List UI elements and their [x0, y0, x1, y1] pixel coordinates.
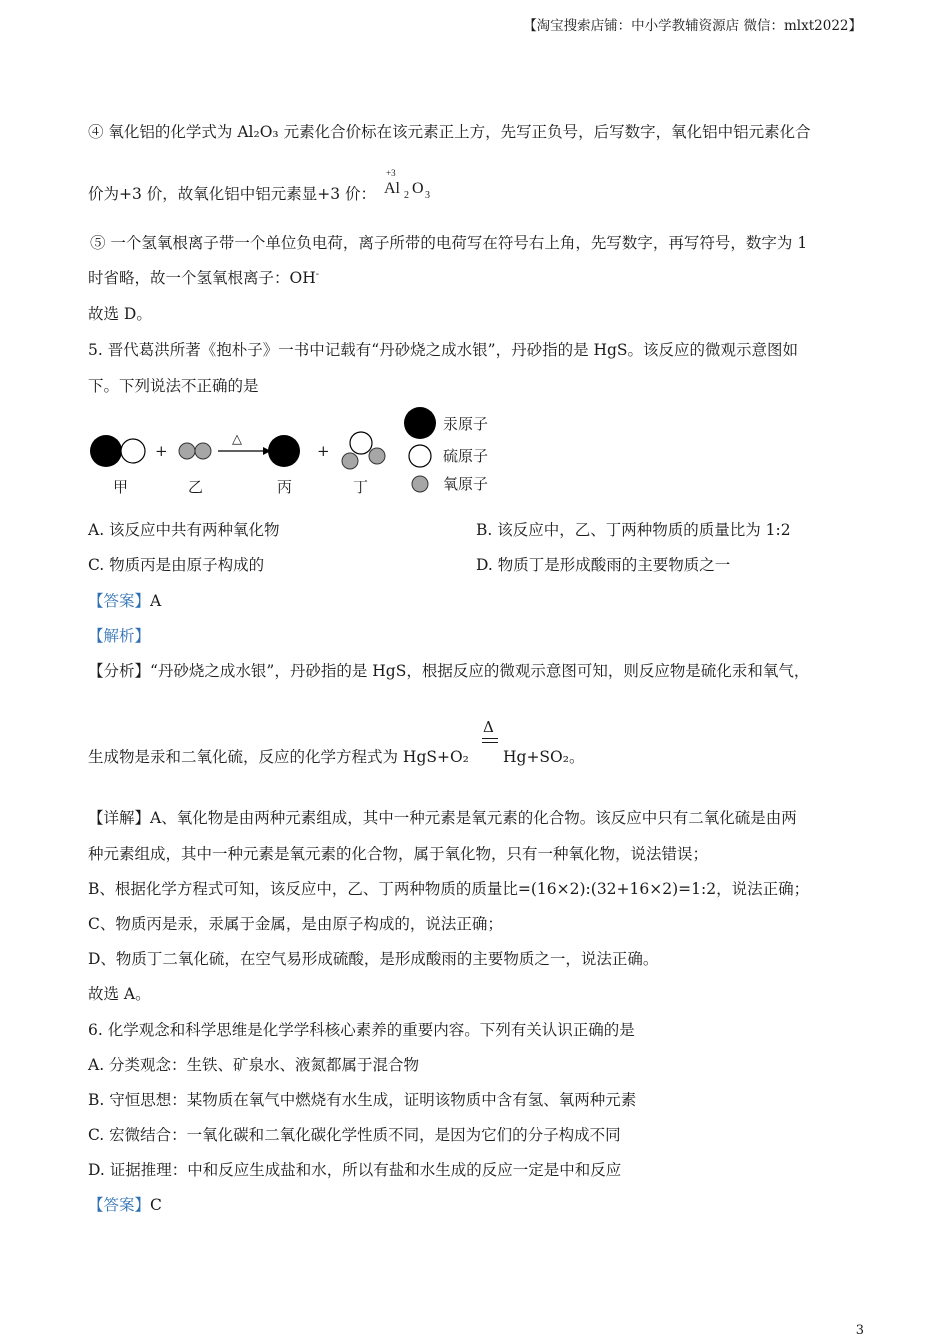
paragraph-5-conclusion: 故选 D。	[88, 305, 152, 323]
q5-fenxi-line-2: 生成物是汞和二氧化硫，反应的化学方程式为 HgS+O₂	[88, 748, 469, 766]
q5-detail-line: D、物质丁二氧化硫，在空气易形成硫酸，是形成酸雨的主要物质之一，说法正确。	[88, 950, 659, 968]
legend-oxygen-icon	[412, 476, 428, 492]
paragraph-4-line-1: ④ 氧化铝的化学式为 Al₂O₃ 元素化合价标在该元素正上方，先写正负号，后写数字，氧化铝中铝元素化合	[88, 123, 811, 141]
heating-condition: △	[232, 432, 242, 447]
q5-option-c: C. 物质丙是由原子构成的	[88, 556, 265, 574]
al-symbol: Al	[384, 180, 400, 197]
answer-tag: 【答案】	[88, 1196, 151, 1214]
q5-fenxi-line-1: 【分析】“丹砂烧之成水银”，丹砂指的是 HgS，根据反应的微观示意图可知，则反应物是硫化汞和氧气，	[88, 662, 810, 680]
label-yi: 乙	[188, 478, 204, 496]
equation-bar-bottom	[482, 742, 498, 743]
legend-oxygen-label: 氧原子	[443, 475, 489, 493]
plus-sign-1: +	[155, 442, 168, 460]
paragraph-5-line-2: 时省略，故一个氢氧根离子：OH-	[88, 268, 320, 287]
o-subscript: 3	[425, 190, 430, 201]
equation-condition: Δ	[483, 718, 494, 736]
answer-tag: 【答案】	[88, 592, 151, 610]
legend-sulfur-icon	[409, 445, 431, 467]
molecule-ding	[342, 432, 385, 469]
q5-option-b: B. 该反应中，乙、丁两种物质的质量比为 1:2	[476, 521, 791, 539]
paragraph-4-line-2: 价为+3 价，故氧化铝中铝元素显+3 价：	[88, 185, 377, 203]
molecule-bing-mercury-atom	[268, 435, 300, 467]
reaction-micro-diagram	[80, 400, 520, 510]
question-6-stem: 6. 化学观念和科学思维是化学学科核心素养的重要内容。下列有关认识正确的是	[88, 1021, 635, 1039]
page-number: 3	[855, 1323, 864, 1338]
al-subscript: 2	[404, 190, 409, 201]
label-ding: 丁	[353, 478, 369, 496]
question-5-stem-line-1: 5. 晋代葛洪所著《抱朴子》一书中记载有“丹砂烧之成水银”，丹砂指的是 HgS。该反应的微观示意图如	[88, 341, 799, 359]
mercury-atom	[90, 435, 122, 467]
plus-sign-2: +	[317, 442, 330, 460]
q5-option-a: A. 该反应中共有两种氧化物	[88, 521, 280, 539]
label-bing: 丙	[277, 478, 293, 496]
q5-detail-line: C、物质丙是汞，汞属于金属，是由原子构成的，说法正确；	[88, 915, 503, 933]
o-symbol: O	[412, 180, 424, 197]
valence-mark: +3	[386, 168, 396, 178]
q5-detail-line: 【详解】A、氧化物是由两种元素组成，其中一种元素是氧元素的化合物。该反应中只有二氧化硫是由两	[88, 809, 797, 827]
q5-option-d: D. 物质丁是形成酸雨的主要物质之一	[476, 556, 731, 574]
label-jia: 甲	[113, 478, 129, 496]
paragraph-5-line-1: ⑤ 一个氢氧根离子带一个单位负电荷，离子所带的电荷写在符号右上角，先写数字，再写符号，数字为 1	[90, 234, 808, 252]
legend-sulfur-label: 硫原子	[443, 447, 489, 465]
legend-mercury-label: 汞原子	[443, 415, 489, 433]
molecule-yi	[179, 443, 211, 459]
oxygen-atom	[342, 453, 358, 469]
legend-mercury-icon	[404, 407, 436, 439]
page-header: 【淘宝搜索店铺：中小学教辅资源店 微信：mlxt2022】	[523, 18, 862, 34]
q5-detail-line: B、根据化学方程式可知，该反应中，乙、丁两种物质的质量比=(16×2):(32+16×2)=1:2，说法正确；	[88, 880, 810, 898]
oxygen-atom	[195, 443, 211, 459]
q5-answer: 【答案】A	[88, 592, 162, 610]
oxygen-atom	[369, 448, 385, 464]
molecule-jia	[90, 435, 145, 467]
q6-option: A. 分类观念：生铁、矿泉水、液氮都属于混合物	[88, 1056, 420, 1074]
oxygen-atom	[179, 443, 195, 459]
q6-option: C. 宏微结合：一氧化碳和二氧化碳化学性质不同，是因为它们的分子构成不同	[88, 1126, 621, 1144]
sulfur-atom	[121, 439, 145, 463]
q5-detail-line: 种元素组成，其中一种元素是氧元素的化合物，属于氧化物，只有一种氧化物，说法错误；	[88, 845, 709, 863]
question-5-stem-line-2: 下。下列说法不正确的是	[88, 377, 259, 395]
al2o3-valence-formula	[384, 168, 444, 204]
equation-bar-top	[482, 738, 498, 739]
q6-option: B. 守恒思想：某物质在氧气中燃烧有水生成，证明该物质中含有氢、氧两种元素	[88, 1091, 637, 1109]
equation-product: Hg+SO₂。	[503, 748, 585, 766]
sulfur-atom	[350, 432, 372, 454]
q6-answer: 【答案】C	[88, 1196, 162, 1214]
q5-detail-line: 故选 A。	[88, 985, 151, 1003]
q5-analysis-tag: 【解析】	[88, 627, 151, 645]
q6-option: D. 证据推理：中和反应生成盐和水，所以有盐和水生成的反应一定是中和反应	[88, 1161, 622, 1179]
